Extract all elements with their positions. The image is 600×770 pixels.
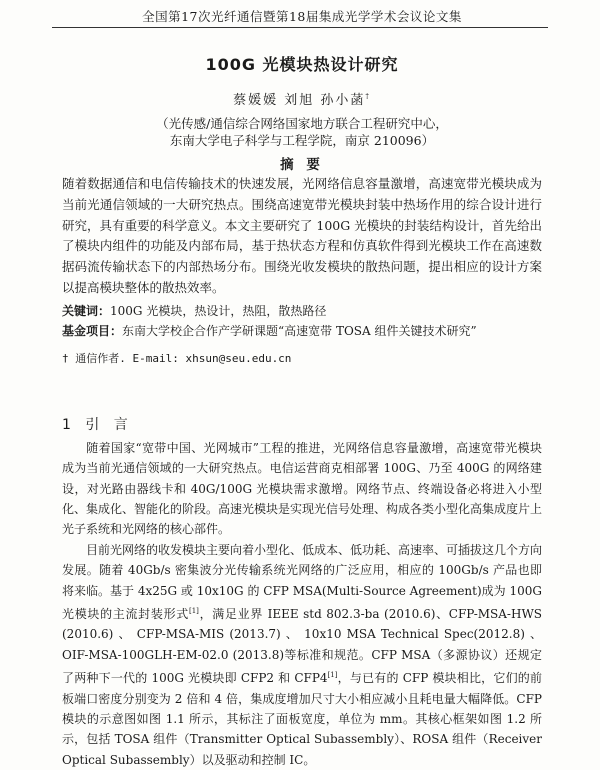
paper-title: 100G 光模块热设计研究 (205, 55, 399, 74)
keywords-text: 100G 光模块，热设计，热阻，散热路径 (110, 303, 327, 318)
corresponding-author-note: † 通信作者. E-mail: xhsun@seu.edu.cn (62, 351, 292, 365)
intro-paragraph-2-part-c: ，与已有的 CFP 模块相比，它们的前板端口密度分别变为 2 倍和 4 倍，集成度增加尺寸大小相应减小且耗电量大幅降低。CFP 模块的示意图如图 1.1 所示，其标注了面板宽度，单位为 mm。其核心框架如图 1.2 所示，包括 TOSA 组件（Transmitter Optical Subassembly）、ROSA 组件（Receiver Optical Subassembly）以及驱动和控制 IC。 (62, 671, 542, 767)
header-rule (52, 27, 548, 28)
intro-paragraph-2 (62, 540, 542, 770)
affiliation (62, 115, 542, 149)
corresponding-mark: † (365, 92, 371, 101)
running-head: 全国第17次光纤通信暨第18届集成光学学术会议论文集 (142, 9, 462, 24)
intro-paragraph-2-part-a: 目前光网络的收发模块主要向着小型化、低成本、低功耗、高速率、可插拔这几个方向发展。随着 40Gb/s 密集波分光传输系统光网络的广泛应用，相应的 100Gb/s 产品也即将来临。基于 4x25G 或 10x10G 的 CFP MSA(Multi-Source Agreement)成为 100G 光模块的主流封装形式 (62, 542, 543, 622)
section-heading-introduction: 1 引 言 (62, 416, 133, 433)
abstract-text: 随着数据通信和电信传输技术的快速发展，光网络信息容量激增，高速宽带光模块成为当前光通信领域的一大研究热点。围绕高速宽带光模块封装中热场作用的综合设计进行研究，具有重要的科学意义。本文主要研究了 100G 光模块的封装结构设计，首先给出了模块内组件的功能及内部布局，基于热状态方程和仿真软件得到光模块工作在高速数据码流传输状态下的内部热场分布。围绕光收发模块的散热问题，提出相应的设计方案以提高模块整体的散热效率。 (62, 176, 542, 295)
affiliation-line-2: 东南大学电子科学与工程学院，南京 210096） (169, 133, 435, 148)
funding (62, 323, 542, 339)
affiliation-line-1: （光传感/通信综合网络国家地方联合工程研究中心， (156, 116, 448, 131)
keywords-label: 关键词： (62, 303, 111, 318)
author-names: 蔡媛媛 刘旭 孙小菡 (233, 93, 366, 108)
funding-label: 基金项目： (62, 323, 123, 338)
funding-text: 东南大学校企合作产学研课题“高速宽带 TOSA 组件关键技术研究” (122, 323, 477, 338)
intro-paragraph-1-text: 随着国家“宽带中国、光网城市”工程的推进，光网络信息容量激增，高速宽带光模块成为当前光通信领域的一大研究热点。电信运营商克相部署 100G、乃至 400G 的网络建设，对光路由器线卡和 40G/100G 光模块需求激增。网络节点、终端设备必将进入小型化、集成化、智能化的阶段。高速光模块是实现光信号处理、构成各类小型化高集成度片上光子系统和光网络的核心部件。 (62, 440, 543, 537)
intro-paragraph-2-part-b: ，满足业界 IEEE std 802.3-ba (2010.6)、CFP-MSA-HWS (2010.6) 、 CFP-MSA-MIS (2013.7) 、 10x10 MSA Technical Spec(2012.8) 、 OIF-MSA-100GLH-EM-02.0 (2013.8)等标准和规范。CFP MSA（多源协议）还规定了两种下一代的 100G 光模块即 CFP2 和 CFP4 (62, 607, 542, 686)
authors (62, 89, 542, 108)
citation-1: [1] (188, 607, 199, 616)
citation-2: [1] (327, 671, 338, 680)
intro-paragraph-1 (62, 438, 542, 540)
keywords (62, 303, 542, 319)
abstract-heading: 摘 要 (280, 157, 324, 173)
